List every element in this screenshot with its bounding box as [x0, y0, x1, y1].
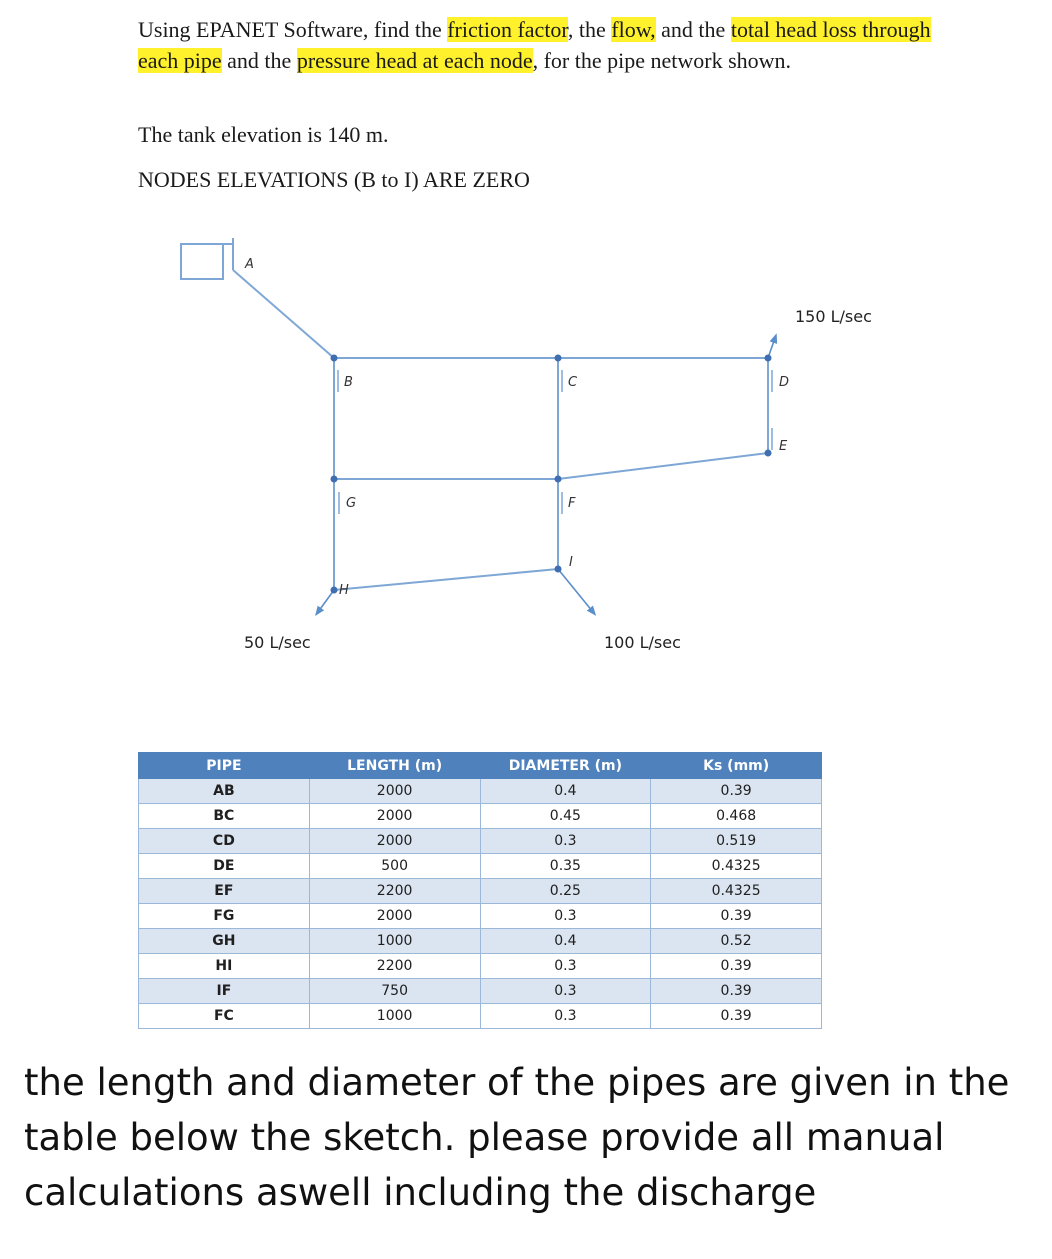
reservoir-tank — [181, 244, 223, 279]
cell-ks: 0.39 — [651, 954, 822, 979]
cell-pipe: AB — [139, 779, 310, 804]
table-row — [139, 879, 822, 904]
header-diameter: DIAMETER (m) — [480, 753, 651, 779]
cell-diameter: 0.45 — [480, 804, 651, 829]
cell-ks: 0.468 — [651, 804, 822, 829]
problem-text: , for the pipe network shown. — [532, 48, 792, 73]
demand-label-h: 50 L/sec — [244, 633, 311, 652]
cell-pipe: IF — [139, 979, 310, 1004]
cell-pipe: BC — [139, 804, 310, 829]
cell-length: 2200 — [309, 954, 480, 979]
highlight-pressure-head: pressure head at each node — [296, 48, 533, 73]
cell-diameter: 0.25 — [480, 879, 651, 904]
cell-ks: 0.39 — [651, 979, 822, 1004]
node-label-h: H — [339, 583, 349, 598]
cell-pipe: HI — [139, 954, 310, 979]
cell-length: 2000 — [309, 904, 480, 929]
pipe-network-sketch — [0, 220, 1052, 670]
node-label-f: F — [568, 496, 576, 511]
cell-length: 2000 — [309, 829, 480, 854]
demand-arrow-i — [558, 569, 593, 612]
table-row — [139, 904, 822, 929]
cell-ks: 0.39 — [651, 904, 822, 929]
cell-pipe: GH — [139, 929, 310, 954]
problem-text: and the — [655, 17, 731, 42]
cell-pipe: EF — [139, 879, 310, 904]
cell-length: 1000 — [309, 929, 480, 954]
node-f — [555, 476, 562, 483]
node-g — [331, 476, 338, 483]
demand-label-i: 100 L/sec — [604, 633, 681, 652]
cell-diameter: 0.3 — [480, 979, 651, 1004]
node-elevations-text: NODES ELEVATIONS (B to I) ARE ZERO — [138, 167, 530, 192]
pipe-data-table — [138, 752, 822, 1029]
pipe-ab — [233, 270, 334, 358]
cell-diameter: 0.3 — [480, 904, 651, 929]
cell-diameter: 0.3 — [480, 954, 651, 979]
node-label-a: A — [245, 257, 254, 272]
cell-ks: 0.39 — [651, 1004, 822, 1029]
node-label-e: E — [779, 439, 788, 454]
node-label-i: I — [569, 555, 573, 570]
node-b — [331, 355, 338, 362]
header-ks: Ks (mm) — [651, 753, 822, 779]
node-i — [555, 566, 562, 573]
problem-statement — [138, 14, 938, 76]
header-pipe: PIPE — [139, 753, 310, 779]
node-d — [765, 355, 772, 362]
cell-diameter: 0.4 — [480, 779, 651, 804]
cell-ks: 0.4325 — [651, 879, 822, 904]
question-footer-text: the length and diameter of the pipes are given in the table below the sketch. please provide all manual calculations aswell including the discharge — [24, 1061, 1010, 1214]
node-e — [765, 450, 772, 457]
cell-ks: 0.52 — [651, 929, 822, 954]
problem-text: Using EPANET Software, find the — [138, 17, 448, 42]
cell-diameter: 0.4 — [480, 929, 651, 954]
problem-paragraph — [138, 14, 938, 76]
tank-elevation-text: The tank elevation is 140 m. — [138, 122, 389, 147]
problem-text: , the — [567, 17, 612, 42]
cell-length: 750 — [309, 979, 480, 1004]
table-row — [139, 979, 822, 1004]
table-header-row — [139, 753, 822, 779]
pipe-ef — [558, 453, 768, 479]
demand-label-d: 150 L/sec — [795, 307, 872, 326]
table-row — [139, 1004, 822, 1029]
cell-length: 1000 — [309, 1004, 480, 1029]
table-row — [139, 929, 822, 954]
node-c — [555, 355, 562, 362]
demand-arrow-h — [318, 590, 334, 612]
highlight-head-loss: total head loss through each pipe — [138, 17, 931, 73]
node-label-b: B — [344, 375, 353, 390]
table-row — [139, 779, 822, 804]
table-row — [139, 829, 822, 854]
table-row — [139, 804, 822, 829]
cell-diameter: 0.3 — [480, 829, 651, 854]
highlight-flow: flow, — [611, 17, 656, 42]
problem-text: and the — [221, 48, 297, 73]
highlight-friction-factor: friction factor — [447, 17, 568, 42]
header-length: LENGTH (m) — [309, 753, 480, 779]
table-row — [139, 954, 822, 979]
node-label-c: C — [568, 375, 578, 390]
node-h — [331, 587, 338, 594]
cell-length: 2000 — [309, 804, 480, 829]
cell-length: 2200 — [309, 879, 480, 904]
cell-length: 2000 — [309, 779, 480, 804]
pipe-hi — [334, 569, 558, 590]
cell-pipe: CD — [139, 829, 310, 854]
cell-pipe: DE — [139, 854, 310, 879]
cell-ks: 0.39 — [651, 779, 822, 804]
cell-diameter: 0.3 — [480, 1004, 651, 1029]
cell-ks: 0.4325 — [651, 854, 822, 879]
cell-pipe: FG — [139, 904, 310, 929]
cell-ks: 0.519 — [651, 829, 822, 854]
table-row — [139, 854, 822, 879]
cell-diameter: 0.35 — [480, 854, 651, 879]
node-label-g: G — [346, 496, 357, 511]
node-label-d: D — [779, 375, 790, 390]
cell-length: 500 — [309, 854, 480, 879]
cell-pipe: FC — [139, 1004, 310, 1029]
